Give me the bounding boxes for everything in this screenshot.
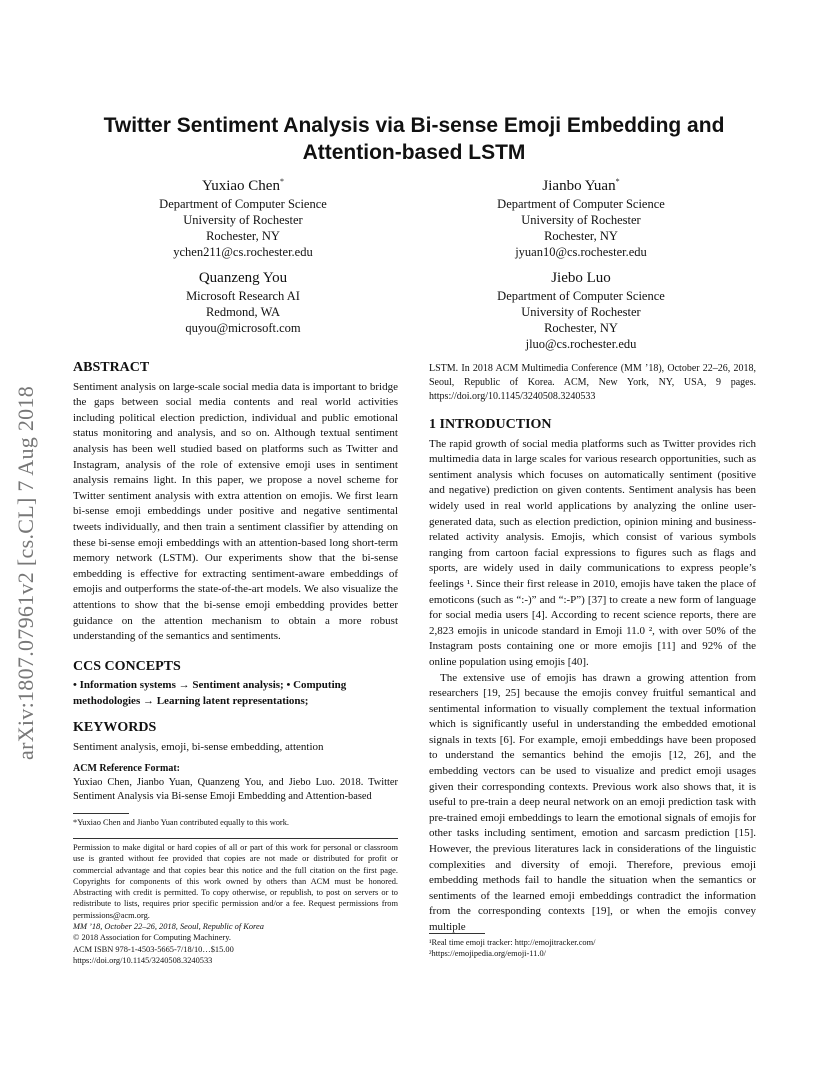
footnote-rule <box>73 813 129 814</box>
author-location: Rochester, NY <box>544 229 618 243</box>
isbn-line: ACM ISBN 978-1-4503-5665-7/18/10…$15.00 <box>73 944 234 954</box>
right-column <box>429 362 756 936</box>
author-affiliation: Microsoft Research AI <box>186 289 300 303</box>
author-name: Yuxiao Chen <box>202 178 280 194</box>
intro-paragraph-1: The rapid growth of social media platforms such as Twitter provides rich multimedia data in large scales for various research opportunities, such as sentiment analysis which focuses on automatically sentiment (positive and negative) prediction on given contents. Sentiment analysis has been widely used in real world applications by analyzing the online user-generated data, such as election prediction, opinion mining and business-related activity analysis. Emojis, which consist of various symbols ranging from cartoon facial expressions to figures such as flags and sports, are widely used in daily communications to express people’s feelings ¹. Since their first release in 2010, emojis have taken the place of emoticons (such as “:-)” and “:-P”) [37] to create a new form of language for social media users [4]. According to recent science reports, there are 2,823 emojis in unicode standard in Emoji 11.0 ², with over 50% of the Instagram posts containing one or more emojis [11] and 92% of the online population using emojis [40]. <box>429 437 756 668</box>
author-name: Jiebo Luo <box>551 270 611 286</box>
author-email: ychen211@cs.rochester.edu <box>173 245 313 259</box>
author-block-4 <box>431 268 731 352</box>
paper-title <box>60 112 768 166</box>
abstract-text: Sentiment analysis on large-scale social media data is important to bridge the gaps between social media contents and real world activities including political election prediction, individual and public emotional status monitoring and analysis, and so on. Although textual sentiment analysis has been well studied based on platforms such as Twitter and Instagram, analysis of the role of extensive emoji uses in sentiment analysis remains light. In this paper, we propose a novel scheme for Twitter sentiment analysis with extra attention on emojis. We first learn bi-sense emoji embeddings under positive and negative sentimental tweets individually, and then train a sentiment classifier by attending on these bi-sense emoji embeddings with an attention-based long short-term memory network (LSTM). Our experiments show that the bi-sense embedding is effective for extracting sentiment-aware embeddings of emojis and outperforms the state-of-the-art models. We also visualize the attentions to show that the bi-sense emoji embedding provides better guidance on the attention mechanism to obtain a more robust understanding of the semantics and sentiments. <box>73 380 398 643</box>
acm-ref-continued: LSTM. In 2018 ACM Multimedia Conference (MM ’18), October 22–26, 2018, Seoul, Republic of Korea. ACM, New York, NY, USA, 9 pages. https://doi.org/10.1145/3240508.3240533 <box>429 363 756 402</box>
author-affiliation: University of Rochester <box>521 213 641 227</box>
author-name: Quanzeng You <box>198 270 288 286</box>
intro-paragraph-2: The extensive use of emojis has drawn a growing attention from researchers [19, 25] because the emojis convey fruitful semantical and sentimental information to visually complement the textual information which is significantly useful in understanding the embedded emotional signals in texts [6]. For example, emoji embeddings have been proposed to understand the semantics behind the emojis [12, 26], and the embedding vectors can be used to visualize and predict emoji usages given their corresponding contexts. Previous work also shows that, it is useful to pre-train a deep neural network on an emoji prediction task with pre-trained emoji embeddings to learn the emotional signals of emojis for other tasks including sentiment, emotion and sarcasm prediction [15]. However, the previous literatures lack in considerations of the linguistic complexities and diversity of emoji. Therefore, previous emoji embedding methods fail to handle the situation when the semantics or sentiments of the learned emoji embeddings contradict the information from the corresponding contexts [19], or when the emojis convey multiple <box>429 671 756 933</box>
author-affiliation: Department of Computer Science <box>497 289 665 303</box>
keywords-text: Sentiment analysis, emoji, bi-sense embedding, attention <box>73 741 324 754</box>
author-block-1 <box>93 172 393 260</box>
equal-contribution-note: *Yuxiao Chen and Jianbo Yuan contributed equally to this work. <box>73 818 290 827</box>
abstract-heading: ABSTRACT <box>73 360 150 375</box>
title-line-1: Twitter Sentiment Analysis via Bi-sense Emoji Embedding and <box>103 114 725 137</box>
doi-line: https://doi.org/10.1145/3240508.3240533 <box>73 955 213 965</box>
author-affiliation: Department of Computer Science <box>497 197 665 211</box>
left-column <box>73 360 398 804</box>
author-name: Jianbo Yuan <box>542 178 616 194</box>
copyright-line: © 2018 Association for Computing Machinery. <box>73 933 231 943</box>
equal-contrib-mark: * <box>279 177 284 186</box>
ccs-text: • Information systems → Sentiment analysis; • Computing methodologies → Learning latent representations; <box>73 679 347 707</box>
left-footnotes <box>73 813 398 828</box>
author-location: Rochester, NY <box>544 321 618 335</box>
permission-text: Permission to make digital or hard copies of all or part of this work for personal or classroom use is granted without fee provided that copies are not made or distributed for profit or commercial advantage and that copies bear this notice and the full citation on the first page. Copyrights for components of this work owned by others than ACM must be honored. Abstracting with credit is permitted. To copy otherwise, or republish, to post on servers or to redistribute to lists, requires prior specific permission and/or a fee. Request permissions from permissions@acm.org. <box>73 843 398 920</box>
permission-rule <box>73 838 398 839</box>
conference-line: MM ’18, October 22–26, 2018, Seoul, Republic of Korea <box>73 922 264 932</box>
author-block-2 <box>431 172 731 260</box>
author-location: Redmond, WA <box>205 305 281 319</box>
permission-block <box>73 838 398 966</box>
introduction-heading: 1 INTRODUCTION <box>429 417 552 432</box>
equal-contrib-mark: * <box>615 177 620 186</box>
author-affiliation: Department of Computer Science <box>159 197 327 211</box>
title-line-2: Attention-based LSTM <box>302 141 526 164</box>
footnote-rule <box>429 933 485 934</box>
footnote-1: ¹Real time emoji tracker: http://emojitracker.com/ <box>429 938 596 947</box>
author-affiliation: University of Rochester <box>521 305 641 319</box>
keywords-heading: KEYWORDS <box>73 720 157 736</box>
ccs-heading: CCS CONCEPTS <box>73 658 181 674</box>
right-footnotes <box>429 933 756 960</box>
author-email: quyou@microsoft.com <box>185 321 301 335</box>
author-block-3 <box>93 268 393 336</box>
author-email: jluo@cs.rochester.edu <box>525 337 637 351</box>
acm-ref-heading: ACM Reference Format: <box>73 762 180 774</box>
author-location: Rochester, NY <box>206 229 280 243</box>
acm-ref-text: Yuxiao Chen, Jianbo Yuan, Quanzeng You, and Jiebo Luo. 2018. Twitter Sentiment Analysis via Bi-sense Emoji Embedding and Attention-based <box>73 777 398 803</box>
author-email: jyuan10@cs.rochester.edu <box>515 245 647 259</box>
footnote-2: ²https://emojipedia.org/emoji-11.0/ <box>429 949 546 959</box>
author-affiliation: University of Rochester <box>183 213 303 227</box>
arxiv-stamp: arXiv:1807.07961v2 [cs.CL] 7 Aug 2018 <box>13 385 38 760</box>
